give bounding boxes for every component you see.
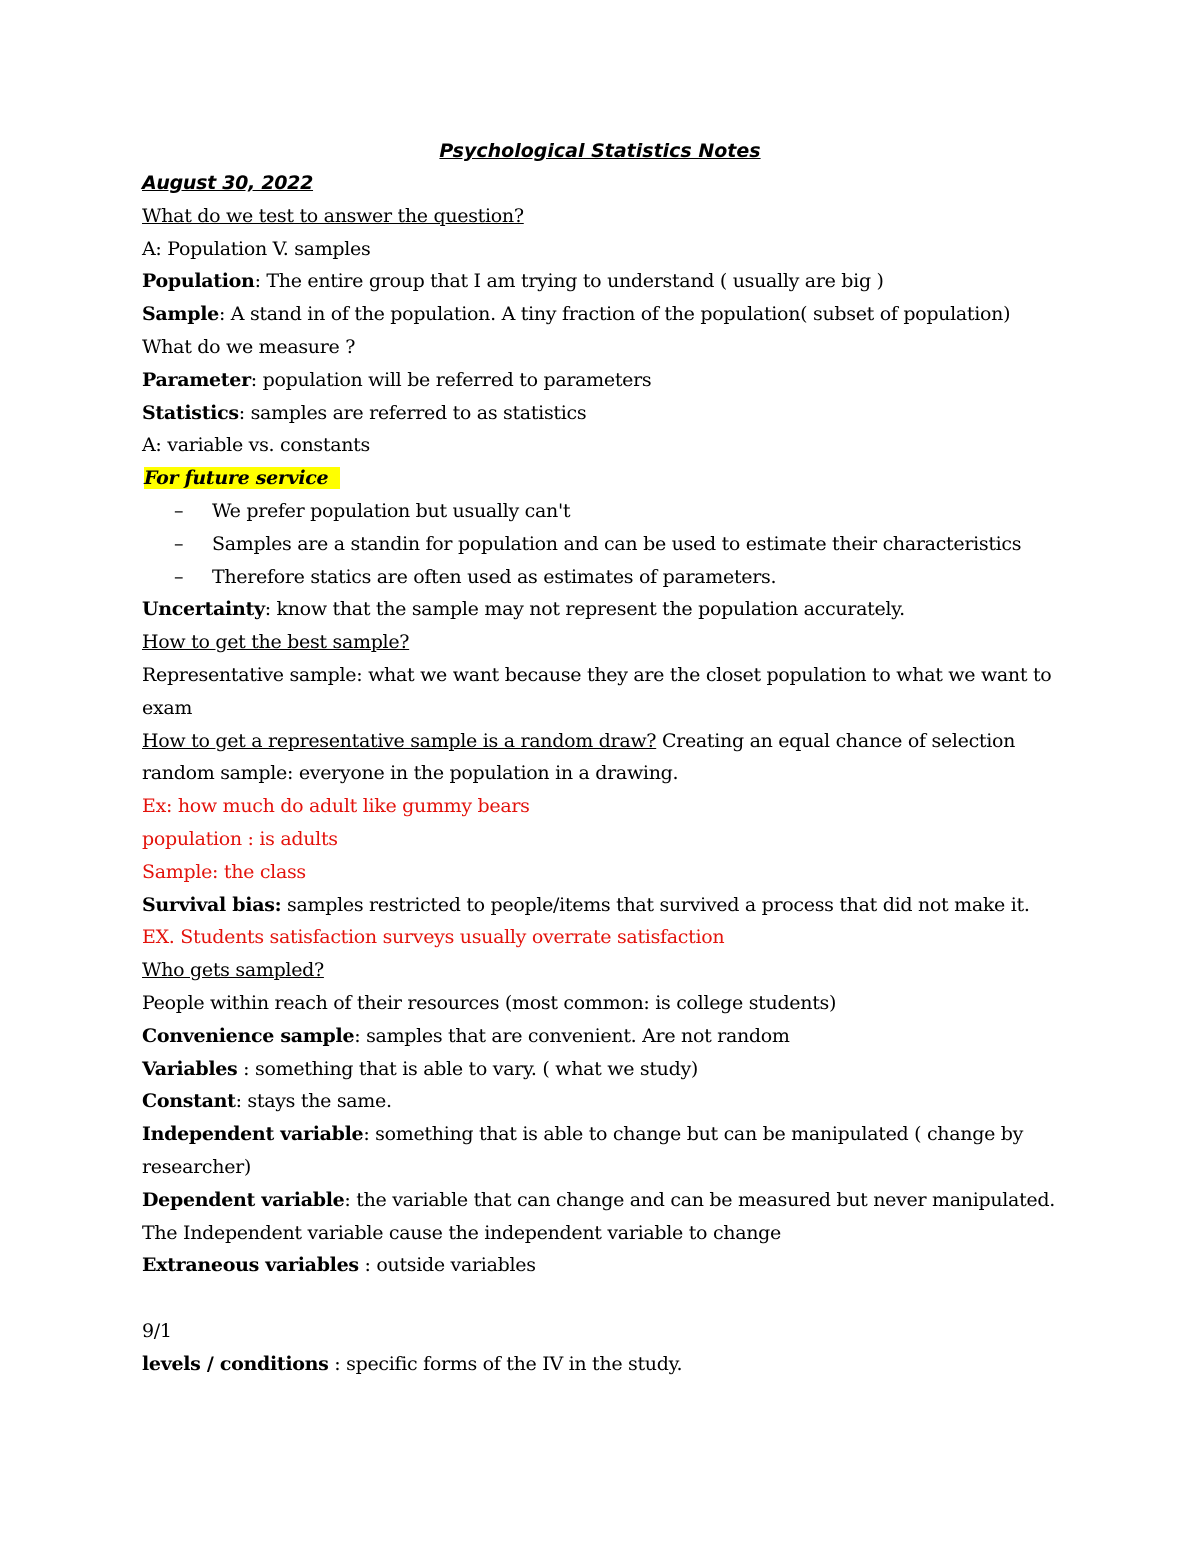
bullet-dash: – <box>174 565 184 588</box>
term: levels / conditions <box>142 1352 329 1375</box>
def: : the variable that can change and can be measured but never manipulated. <box>344 1188 1055 1211</box>
example-population: population : is adults <box>142 827 338 850</box>
definition-levels <box>142 1348 1082 1381</box>
definition-survival-bias <box>142 889 1082 922</box>
list-item <box>142 561 1082 594</box>
term: Uncertainty <box>142 598 265 621</box>
term: Statistics <box>142 401 239 424</box>
def: : samples that are convenient. Are not random <box>354 1024 790 1047</box>
bullet-dash: – <box>174 499 184 522</box>
question-best-sample: How to get the best sample? <box>142 631 410 654</box>
question-who-sampled: Who gets sampled? <box>142 959 324 982</box>
def: : something that is able to vary. ( what we study) <box>237 1057 699 1080</box>
definition-convenience <box>142 1020 1082 1053</box>
term: Convenience sample <box>142 1024 355 1047</box>
list-item-text: Therefore statics are often used as estimates of parameters. <box>212 565 777 588</box>
term: Parameter <box>142 368 251 391</box>
answer-population-samples: A: Population V. samples <box>142 237 371 260</box>
definition-population <box>142 265 1082 298</box>
highlighted-heading <box>144 462 340 495</box>
definition-extraneous <box>142 1249 1082 1282</box>
def: : specific forms of the IV in the study. <box>328 1352 683 1375</box>
cause-note: The Independent variable cause the independent variable to change <box>142 1221 781 1244</box>
date-9-1: 9/1 <box>142 1319 172 1342</box>
definition-parameter <box>142 364 1082 397</box>
def: : samples are referred to as statistics <box>238 401 587 424</box>
date-heading: August 30, 2022 <box>142 172 314 194</box>
term: Independent variable <box>142 1123 364 1146</box>
term: Population <box>142 270 255 293</box>
definition-independent <box>142 1118 1082 1184</box>
people-within-reach: People within reach of their resources (most common: is college students) <box>142 991 837 1014</box>
bullet-dash: – <box>174 532 184 555</box>
definition-sample <box>142 298 1082 331</box>
def: : outside variables <box>358 1254 536 1277</box>
list-item-text: Samples are a standin for population and can be used to estimate their characteristics <box>212 532 1022 555</box>
question-what-test: What do we test to answer the question? <box>142 204 524 227</box>
def: samples restricted to people/items that survived a process that did not make it. <box>281 893 1030 916</box>
random-draw-text: Creating an equal chance of selection random sample: everyone in the population in a drawing. <box>142 729 1016 785</box>
term: Survival bias: <box>142 893 282 916</box>
def: : A stand in of the population. A tiny fraction of the population( subset of population) <box>218 303 1011 326</box>
term: Sample <box>142 303 219 326</box>
blank-line <box>142 1282 1082 1315</box>
term: Constant <box>142 1090 236 1113</box>
definition-constant <box>142 1085 1082 1118</box>
def: : The entire group that I am trying to understand ( usually are big ) <box>254 270 884 293</box>
term: Variables <box>142 1057 238 1080</box>
definition-dependent <box>142 1184 1082 1217</box>
list-item <box>142 528 1082 561</box>
question-random-draw: How to get a representative sample is a random draw? <box>142 729 657 752</box>
example-satisfaction: EX. Students satisfaction surveys usually overrate satisfaction <box>142 926 725 949</box>
def: : stays the same. <box>235 1090 392 1113</box>
page-title: Psychological Statistics Notes <box>439 140 761 162</box>
representative-sample-note: Representative sample: what we want because they are the closet population to what we want to exam <box>142 663 1052 719</box>
answer-variable-constants: A: variable vs. constants <box>142 434 370 457</box>
highlight-text: For future service <box>144 467 340 489</box>
def: : population will be referred to parameters <box>250 368 652 391</box>
def: : something that is able to change but can be manipulated ( change by researcher) <box>142 1123 1024 1178</box>
example-gummy-bears: Ex: how much do adult like gummy bears <box>142 795 530 818</box>
definition-statistics <box>142 397 1082 430</box>
definition-uncertainty <box>142 593 1082 626</box>
question-what-measure: What do we measure ? <box>142 335 356 358</box>
random-draw-note <box>142 725 1082 791</box>
notes-body <box>142 167 1082 1380</box>
list-item-text: We prefer population but usually can't <box>212 499 571 522</box>
list-item <box>142 495 1082 528</box>
term: Dependent variable <box>142 1188 345 1211</box>
def: : know that the sample may not represent the population accurately. <box>264 598 905 621</box>
definition-variables <box>142 1053 1082 1086</box>
term: Extraneous variables <box>142 1254 359 1277</box>
example-sample: Sample: the class <box>142 860 306 883</box>
